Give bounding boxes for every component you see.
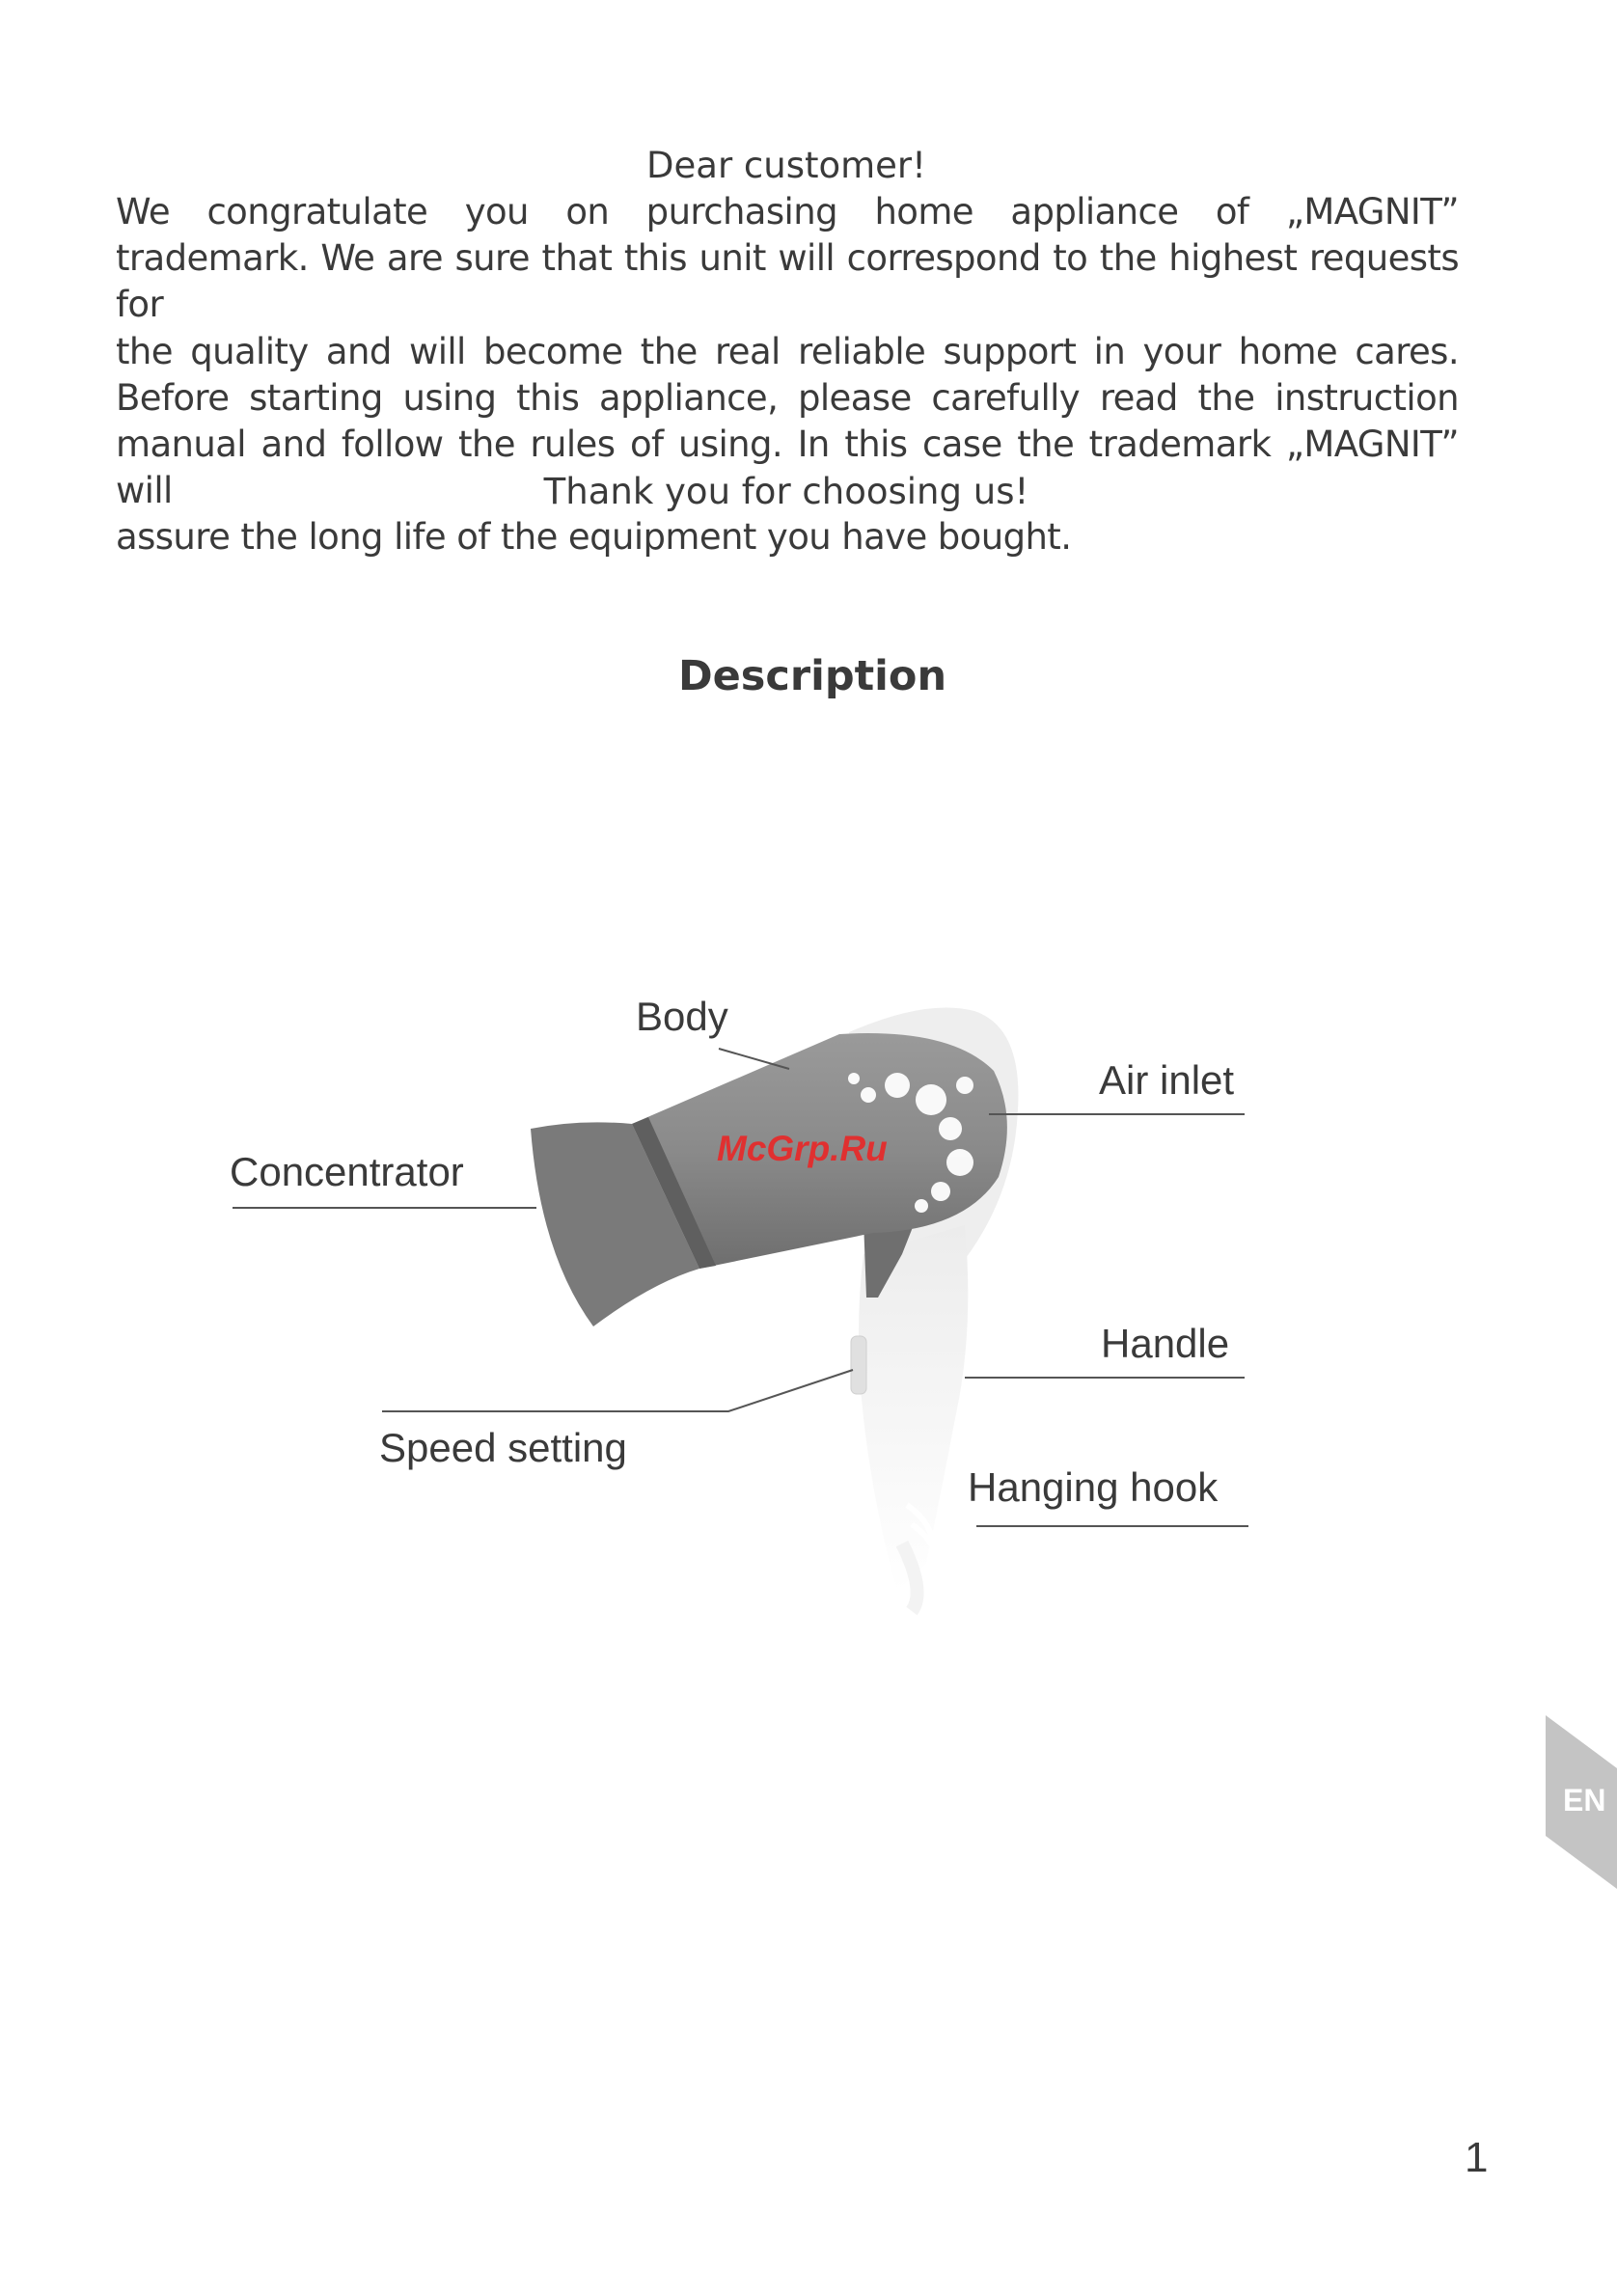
- label-hanging-hook: Hanging hook: [968, 1464, 1219, 1510]
- section-heading: Description: [677, 652, 947, 700]
- intro-line: manual and follow the rules of using. In this case the trademark „MAGNIT” will: [116, 424, 1459, 512]
- thanks-text: Thank you for choosing us!: [543, 471, 1029, 512]
- intro-line: Before starting using this appliance, please carefully read the instruction: [116, 376, 1459, 419]
- speed-switch: [851, 1336, 866, 1394]
- intro-line: trademark. We are sure that this unit will correspond to the highest requests for: [116, 237, 1459, 326]
- label-body: Body: [636, 994, 728, 1039]
- leader-line-body: [719, 1049, 789, 1069]
- page-number: 1: [1465, 2134, 1489, 2181]
- label-speed-setting: Speed setting: [379, 1425, 627, 1470]
- label-concentrator: Concentrator: [230, 1149, 464, 1194]
- label-air-inlet: Air inlet: [1099, 1057, 1235, 1103]
- intro-line: We congratulate you on purchasing home appliance of „MAGNIT”: [116, 191, 1459, 232]
- intro-line: assure the long life of the equipment you have bought.: [116, 516, 1072, 559]
- intro-line: the quality and will become the real reliable support in your home cares.: [116, 330, 1459, 372]
- greeting: Dear customer!: [646, 145, 926, 186]
- watermark: McGrp.Ru: [717, 1129, 888, 1168]
- language-tab-label: EN: [1563, 1783, 1606, 1818]
- label-handle: Handle: [1101, 1321, 1230, 1366]
- leader-line-speed: [382, 1370, 853, 1411]
